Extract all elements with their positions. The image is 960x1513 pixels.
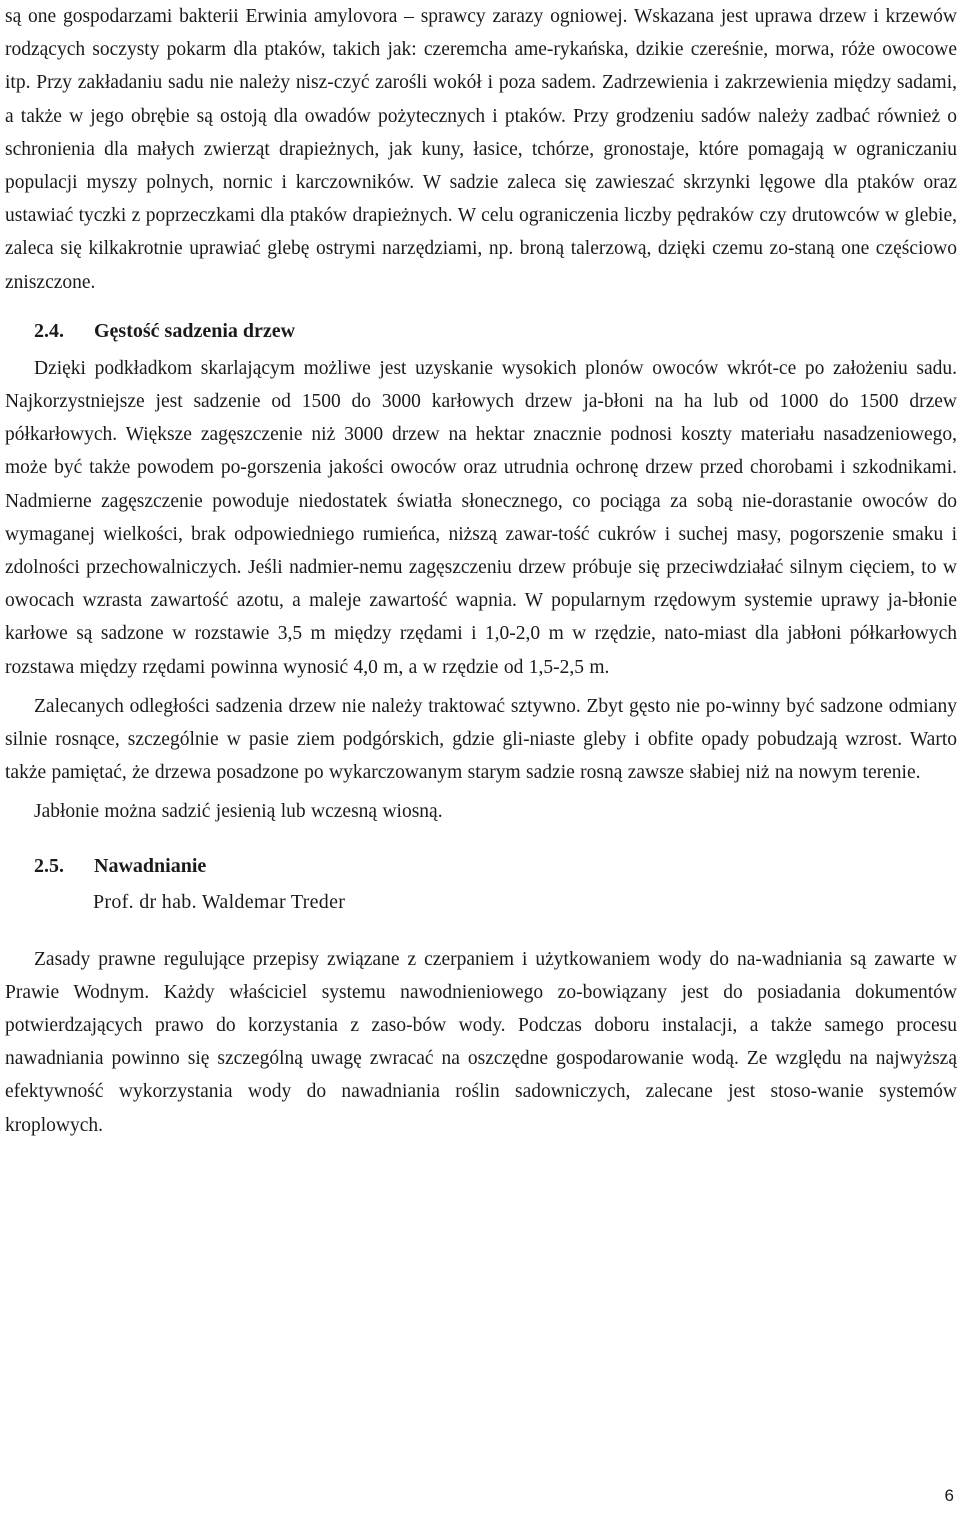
section-number: 2.4.: [34, 319, 64, 342]
section-number: 2.5.: [34, 854, 64, 877]
section-title: Gęstość sadzenia drzew: [94, 319, 296, 342]
planting-density-paragraph-3: Jabłonie można sadzić jesienią lub wczesną wiosną.: [34, 801, 443, 823]
section-title: Nawadnianie: [94, 854, 207, 877]
section-heading-2-4: [34, 316, 957, 346]
intro-paragraph: są one gospodarzami bakterii Erwinia amylovora – sprawcy zarazy ogniowej. Wskazana jest uprawa drzew i krzewów rodzących soczysty pokarm dla ptaków, takich jak: czeremcha ame-rykańska, dzikie czereśnie, morwa, róże owocowe itp. Przy zakładaniu sadu nie należy nisz-czyć zarośli wokół i poza sadem. Zadrzewienia i zakrzewienia między sadami, a także w jego obrębie są ostoją dla owadów pożytecznych i ptaków. Przy grodzeniu sadów należy zadbać również o schronienia dla małych zwierząt drapieżnych, jak kuny, łasice, tchórze, gronostaje, które pomagają w ograniczaniu populacji myszy polnych, nornic i karczowników. W sadzie zaleca się zawieszać skrzynki lęgowe dla ptaków oraz ustawiać tyczki z poprzeczkami dla ptaków drapieżnych. W celu ograniczenia liczby pędraków czy drutowców w glebie, zaleca się kilkakrotnie uprawiać glebę ostrymi narzędziami, np. broną talerzową, dzięki czemu zo-staną one częściowo zniszczone.: [5, 6, 957, 293]
document-page: [5, 0, 957, 1142]
section-author: Prof. dr hab. Waldemar Treder: [93, 890, 346, 913]
irrigation-paragraph-1: Zasady prawne regulujące przepisy związane z czerpaniem i użytkowaniem wody do na-wadniania są zawarte w Prawie Wodnym. Każdy właściciel systemu nawodnieniowego zo-bowiązany jest do posiadania dokumentów potwierdzających prawo do korzystania z zaso-bów wody. Podczas doboru instalacji, a także samego procesu nawadniania powinno się szczególną uwagę zwracać na oszczędne gospodarowanie wodą. Ze względu na najwyższą efektywność wykorzystania wody do nawadniania roślin sadowniczych, zalecane jest stoso-wanie systemów kroplowych.: [5, 948, 957, 1136]
planting-density-paragraph-1: Dzięki podkładkom skarlającym możliwe jest uzyskanie wysokich plonów owoców wkrót-ce po założeniu sadu. Najkorzystniejsze jest sadzenie od 1500 do 3000 karłowych drzew ja-błoni na ha lub od 1000 do 1500 drzew półkarłowych. Większe zagęszczenie niż 3000 drzew na hektar znacznie podnosi koszty materiału nasadzeniowego, może być także powodem po-gorszenia jakości owoców oraz utrudnia ochronę drzew przed chorobami i szkodnikami. Nadmierne zagęszczenie powoduje niedostatek światła słonecznego, co pociąga za sobą nie-dorastanie owoców do wymaganej wielkości, brak odpowiedniego rumieńca, niższą zawar-tość cukrów i suchej masy, pogorszenie smaku i zdolności przechowalniczych. Jeśli nadmier-nemu zagęszczeniu drzew próbuje się przeciwdziałać silnym cięciem, to w owocach wzrasta zawartość azotu, a maleje zawartość wapnia. W popularnym rzędowym systemie uprawy ja-błonie karłowe są sadzone w rozstawie 3,5 m między rzędami i 1,0-2,0 m w rzędzie, nato-miast dla jabłoni półkarłowych rozstawa między rzędami powinna wynosić 4,0 m, a w rzędzie od 1,5-2,5 m.: [5, 357, 957, 678]
planting-density-paragraph-2: Zalecanych odległości sadzenia drzew nie należy traktować sztywno. Zbyt gęsto nie po-winny być sadzone odmiany silnie rosnące, szczególnie w pasie ziem podgórskich, gdzie gli-niaste gleby i obfite opady pobudzają wzrost. Warto także pamiętać, że drzewa posadzone po wykarczowanym starym sadzie rosną zawsze słabiej niż na nowym terenie.: [5, 695, 957, 784]
page-number: 6: [944, 1486, 954, 1505]
section-heading-2-5: [34, 851, 957, 881]
